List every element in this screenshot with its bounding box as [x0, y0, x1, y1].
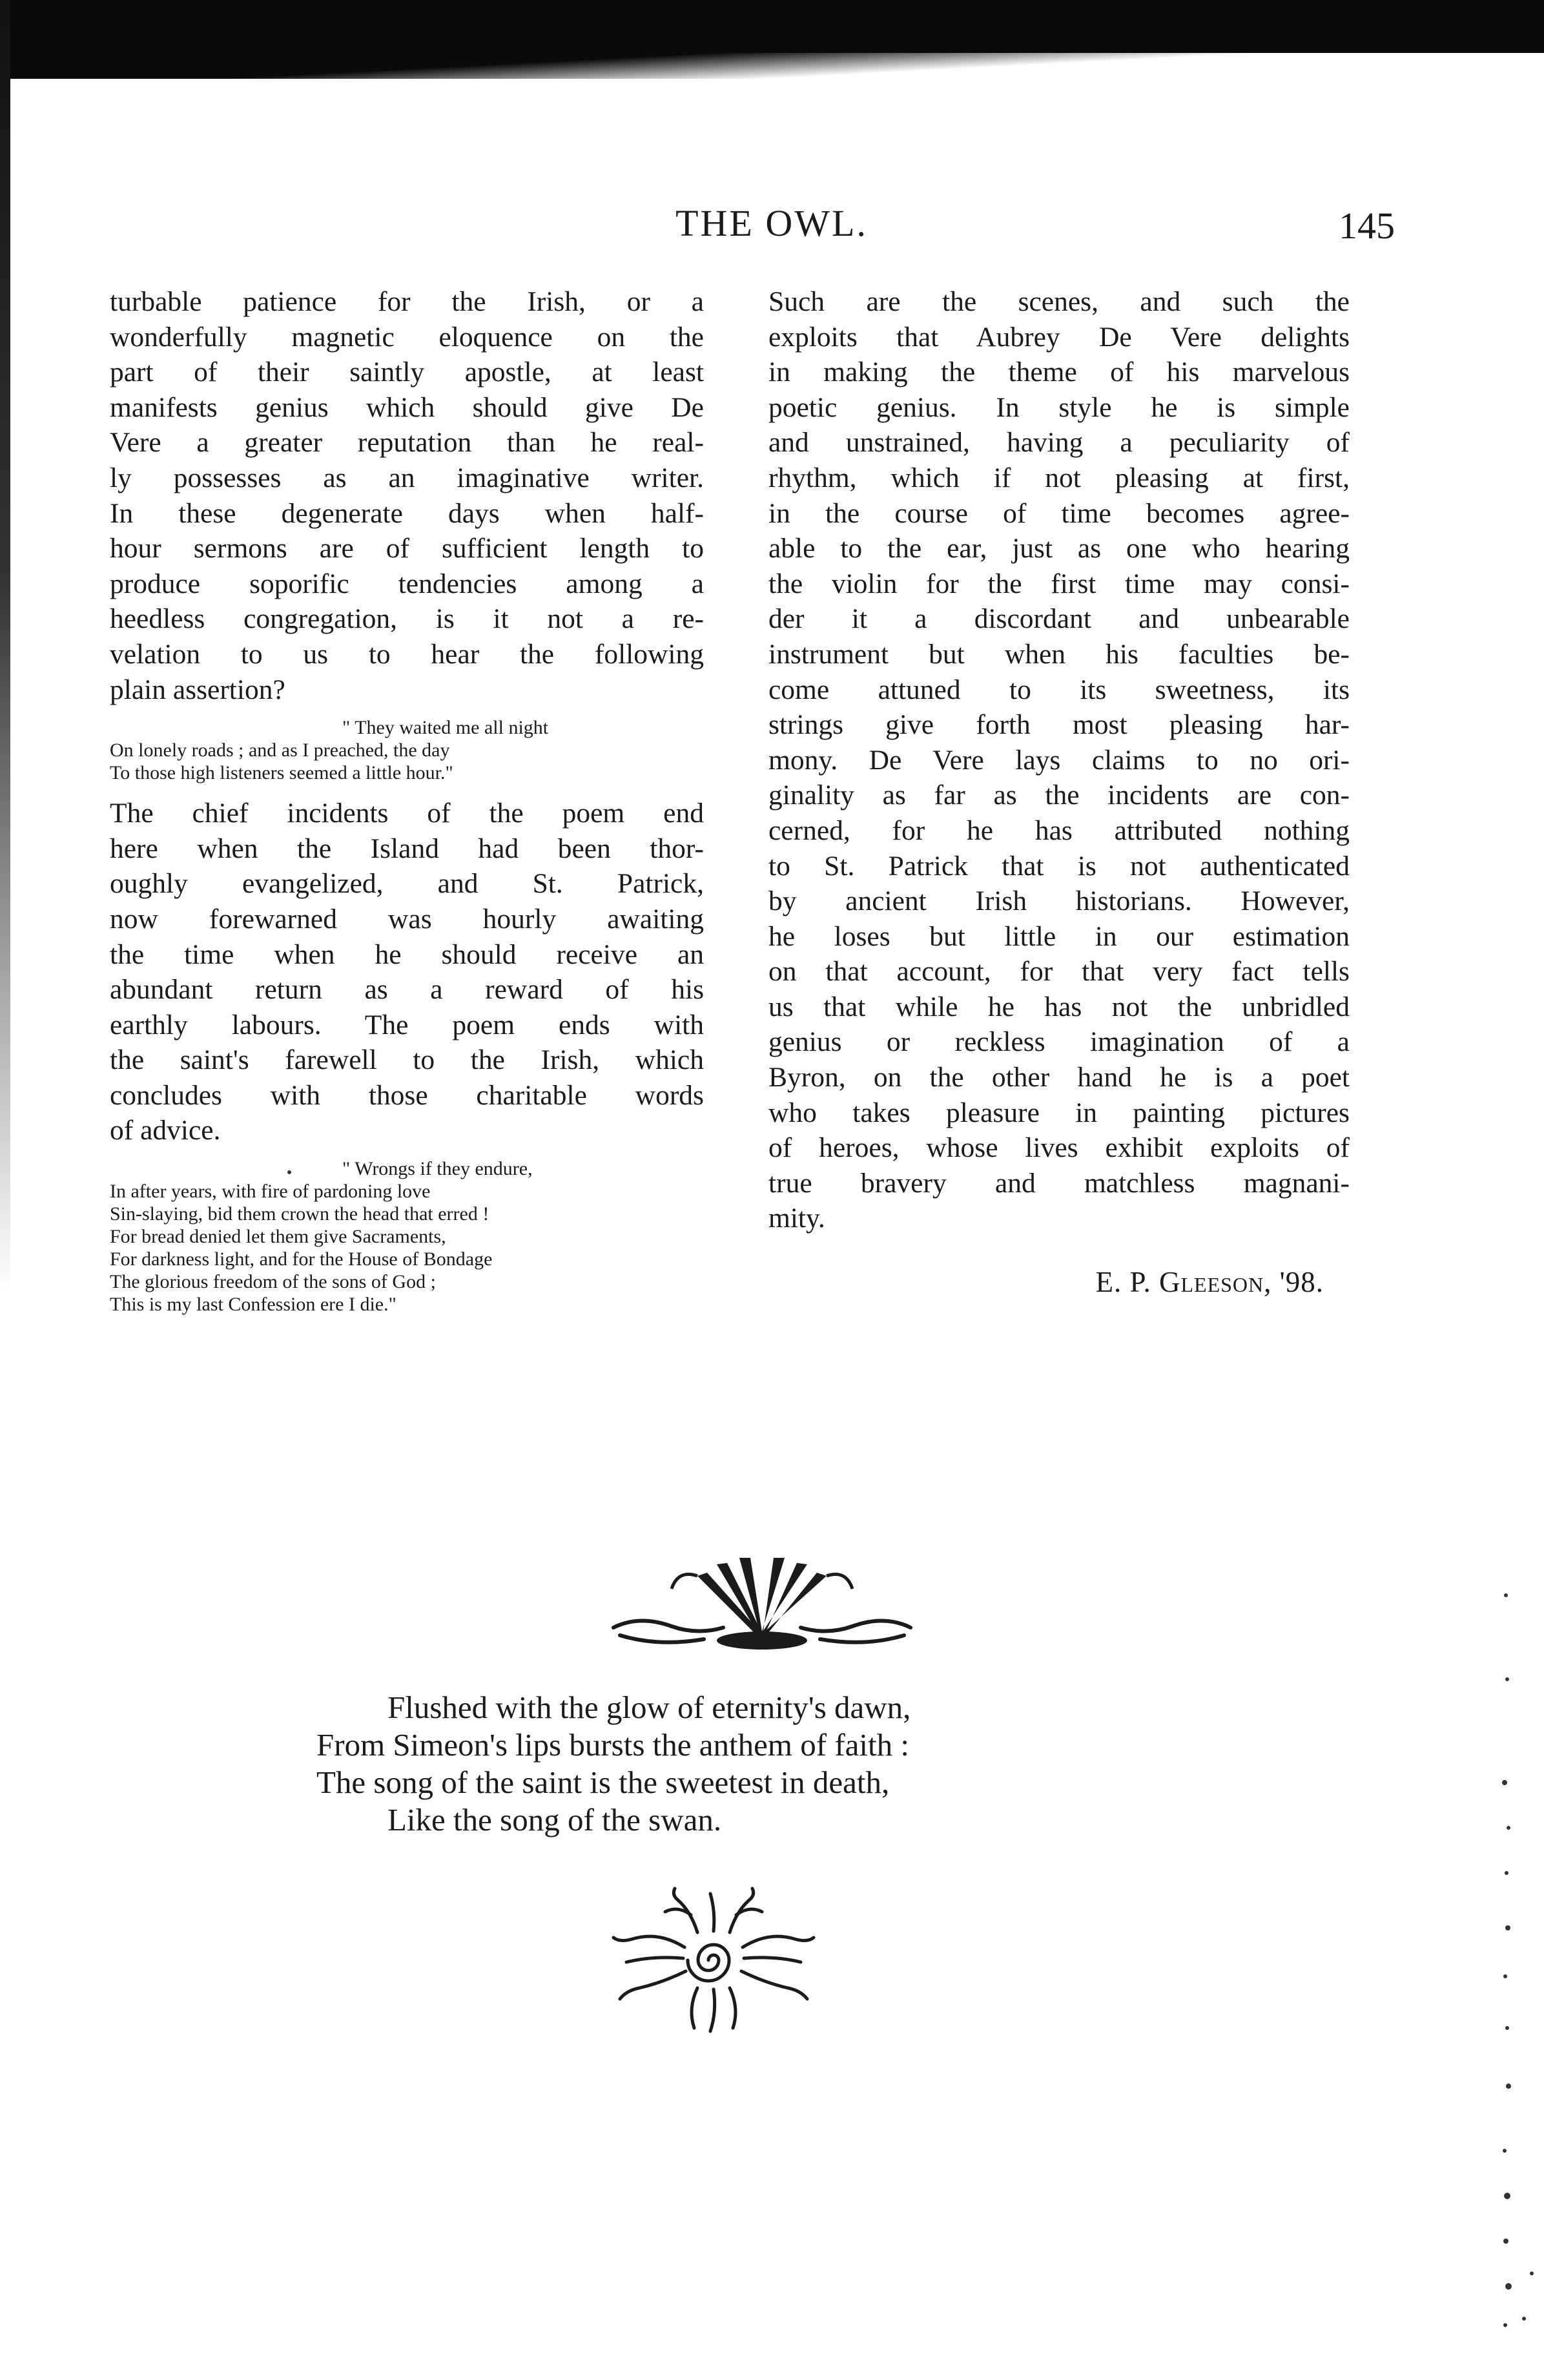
text-line: cerned, for he has attributed nothing	[768, 814, 1350, 846]
text-line: mity.	[768, 1203, 825, 1234]
text-line: here when the Island had been thor-	[110, 833, 704, 864]
text-line: and unstrained, having a peculiarity of	[768, 427, 1350, 459]
quote-line: Sin-slaying, bid them crown the head that erred !	[110, 1203, 489, 1225]
right-paragraph-1	[768, 284, 1350, 1236]
text-line: the saint's farewell to the Irish, which	[110, 1044, 704, 1076]
quote-line: " They waited me all night	[342, 717, 549, 739]
text-line: the time when he should receive an	[110, 938, 704, 970]
page-number: 145	[1339, 205, 1395, 247]
quote-line: To those high listeners seemed a little hour."	[110, 762, 453, 784]
scan-edge-top	[0, 0, 1544, 53]
poem-line: Flushed with the glow of eternity's dawn,	[387, 1690, 911, 1725]
verse-quote-1	[110, 716, 704, 784]
text-line: The chief incidents of the poem end	[110, 798, 704, 829]
quote-line: In after years, with fire of pardoning love	[110, 1181, 431, 1203]
text-line: oughly evangelized, and St. Patrick,	[110, 868, 704, 900]
text-line: genius or reckless imagination of a	[768, 1026, 1350, 1058]
text-line: the violin for the first time may consi-	[768, 568, 1350, 599]
text-line: of heroes, whose lives exhibit exploits of	[768, 1132, 1350, 1164]
shell-flourish-icon	[601, 1550, 923, 1653]
text-line: turbable patience for the Irish, or a	[110, 286, 704, 317]
quote-line: The glorious freedom of the sons of God ;	[110, 1271, 436, 1293]
text-line: hour sermons are of sufficient length to	[110, 533, 704, 564]
text-line: concludes with those charitable words	[110, 1079, 704, 1111]
text-line: exploits that Aubrey De Vere delights	[768, 321, 1350, 353]
page-header	[103, 194, 1395, 265]
right-column	[768, 284, 1350, 1300]
text-line: to St. Patrick that is not authenticated	[768, 850, 1350, 882]
text-line: manifests genius which should give De	[110, 391, 704, 423]
spiral-sun-icon	[607, 1886, 820, 2034]
scan-edge-shadow	[0, 53, 1544, 79]
closing-poem	[304, 1689, 1208, 1839]
text-line: heedless congregation, is it not a re-	[110, 603, 704, 635]
text-line: abundant return as a reward of his	[110, 974, 704, 1006]
left-paragraph-2	[110, 796, 704, 1148]
quote-line: " Wrongs if they endure,	[342, 1158, 533, 1180]
text-line: true bravery and matchless magnani-	[768, 1167, 1350, 1199]
poem-line: Like the song of the swan.	[387, 1802, 722, 1837]
verse-quote-2	[110, 1157, 704, 1316]
text-line: mony. De Vere lays claims to no ori-	[768, 744, 1350, 776]
text-line: of advice.	[110, 1115, 221, 1146]
text-line: Vere a greater reputation than he real-	[110, 427, 704, 459]
text-line: in the course of time becomes agree-	[768, 497, 1350, 529]
text-line: on that account, for that very fact tells	[768, 956, 1350, 988]
text-line: poetic genius. In style he is simple	[768, 391, 1350, 423]
running-title: THE OWL.	[675, 202, 868, 244]
text-line: by ancient Irish historians. However,	[768, 885, 1350, 917]
author-signature: E. P. Gleeson, '98.	[1095, 1266, 1324, 1299]
text-line: who takes pleasure in painting pictures	[768, 1097, 1350, 1128]
text-line: earthly labours. The poem ends with	[110, 1009, 704, 1040]
text-line: In these degenerate days when half-	[110, 497, 704, 529]
text-line: now forewarned was hourly awaiting	[110, 903, 704, 935]
quote-line: For darkness light, and for the House of Bondage	[110, 1248, 493, 1270]
text-line: instrument but when his faculties be-	[768, 638, 1350, 670]
left-column	[110, 284, 704, 1327]
text-line: in making the theme of his marvelous	[768, 357, 1350, 388]
text-line: us that while he has not the unbridled	[768, 991, 1350, 1022]
left-paragraph-1	[110, 284, 704, 707]
text-line: der it a discordant and unbearable	[768, 603, 1350, 635]
quote-line: This is my last Confession ere I die."	[110, 1294, 396, 1316]
text-line: strings give forth most pleasing har-	[768, 709, 1350, 741]
text-line: come attuned to its sweetness, its	[768, 674, 1350, 705]
text-line: Such are the scenes, and such the	[768, 286, 1350, 317]
quote-line: On lonely roads ; and as I preached, the day	[110, 740, 450, 761]
text-line: rhythm, which if not pleasing at first,	[768, 462, 1350, 493]
text-line: part of their saintly apostle, at least	[110, 357, 704, 388]
text-line: ly possesses as an imaginative writer.	[110, 462, 704, 493]
poem-line: From Simeon's lips bursts the anthem of faith :	[316, 1727, 909, 1763]
poem-line: The song of the saint is the sweetest in death,	[316, 1764, 890, 1800]
text-line: he loses but little in our estimation	[768, 920, 1350, 952]
text-line: wonderfully magnetic eloquence on the	[110, 321, 704, 353]
quote-line: For bread denied let them give Sacraments,	[110, 1226, 446, 1248]
scan-edge-left	[0, 0, 10, 1292]
text-line: Byron, on the other hand he is a poet	[768, 1062, 1350, 1093]
text-line: able to the ear, just as one who hearing	[768, 533, 1350, 564]
text-line: velation to us to hear the following	[110, 638, 704, 670]
text-line: plain assertion?	[110, 674, 285, 705]
text-line: produce soporific tendencies among a	[110, 568, 704, 599]
text-line: ginality as far as the incidents are con-	[768, 780, 1350, 811]
